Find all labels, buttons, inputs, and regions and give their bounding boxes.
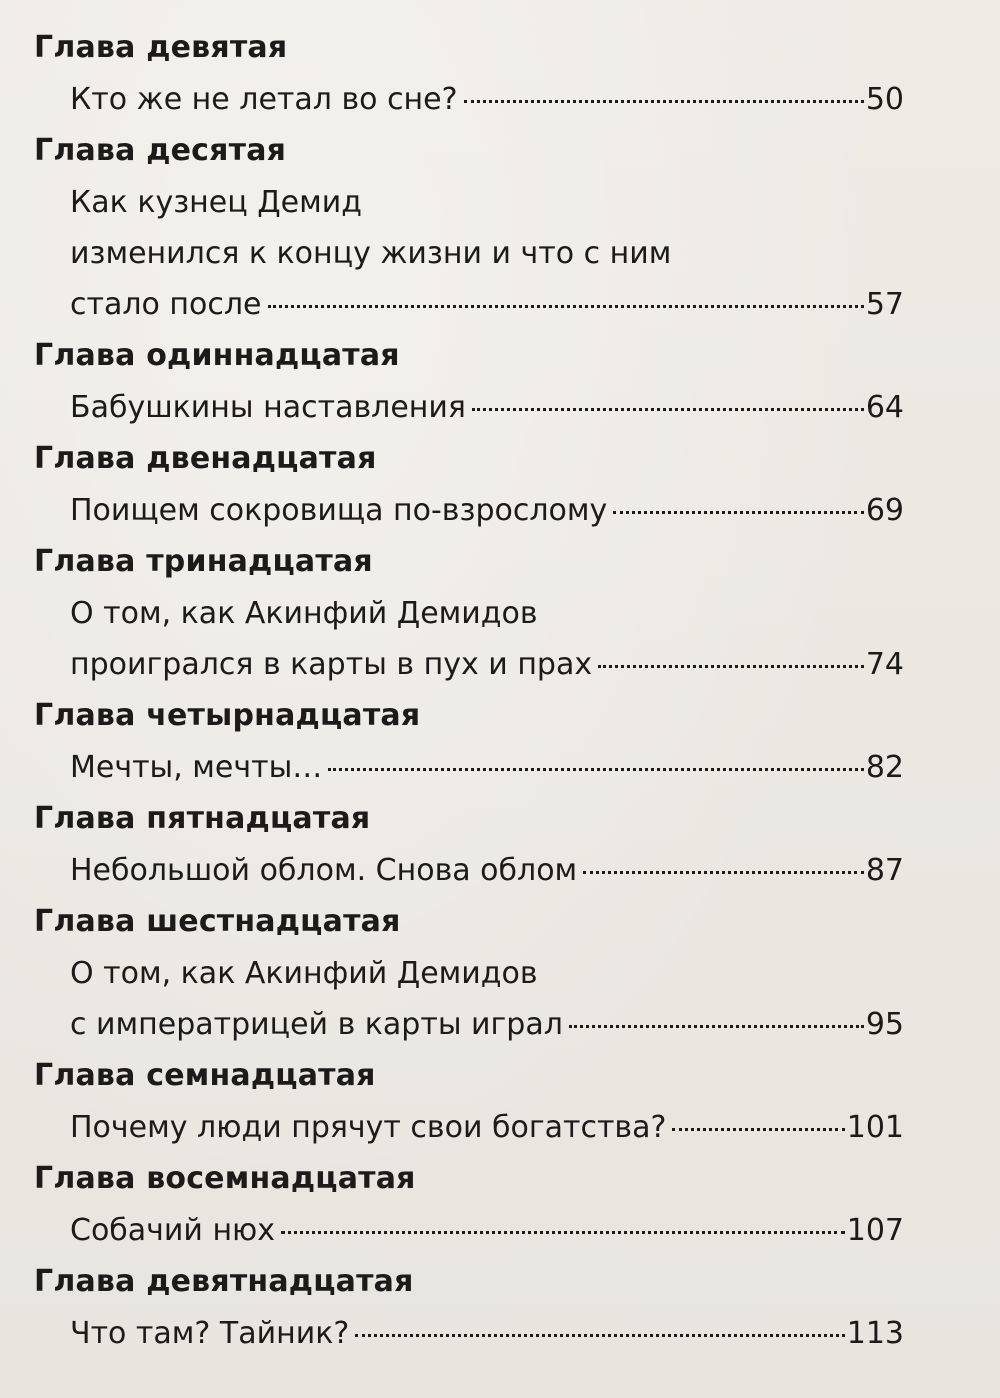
toc-chapter bbox=[34, 690, 904, 793]
entry-line bbox=[70, 742, 904, 793]
dot-leader bbox=[672, 1128, 844, 1131]
entry-title-text: Что там? Тайник? bbox=[70, 1316, 350, 1351]
dot-leader bbox=[583, 871, 864, 874]
dot-leader bbox=[569, 1025, 864, 1028]
toc-entry bbox=[34, 948, 904, 1050]
chapter-title: Глава восемнадцатая bbox=[34, 1161, 416, 1196]
page-number: 57 bbox=[865, 287, 904, 322]
chapter-title: Глава девятая bbox=[34, 30, 288, 65]
entry-line bbox=[70, 279, 904, 330]
page-number: 82 bbox=[865, 750, 904, 785]
toc-entry bbox=[34, 845, 904, 896]
toc-entry bbox=[34, 588, 904, 690]
entry-line bbox=[70, 485, 904, 536]
entry-title-text: О том, как Акинфий Демидов bbox=[70, 956, 538, 991]
page-number: 74 bbox=[865, 647, 904, 682]
entry-title-text: стало после bbox=[70, 287, 262, 322]
dot-leader bbox=[355, 1334, 844, 1337]
entry-title-text: Мечты, мечты… bbox=[70, 750, 323, 785]
entry-line bbox=[70, 639, 904, 690]
toc-chapter bbox=[34, 793, 904, 896]
toc-entry bbox=[34, 1308, 904, 1359]
entry-title-text: Бабушкины наставления bbox=[70, 390, 466, 425]
entry-title-text: проигрался в карты в пух и прах bbox=[70, 647, 593, 682]
entry-line bbox=[70, 999, 904, 1050]
entry-line bbox=[70, 228, 904, 279]
entry-title-text: Кто же не летал во сне? bbox=[70, 82, 458, 117]
entry-line bbox=[70, 845, 904, 896]
chapter-title: Глава семнадцатая bbox=[34, 1058, 376, 1093]
toc-chapter bbox=[34, 22, 904, 125]
entry-title-text: Почему люди прячут свои богатства? bbox=[70, 1110, 667, 1145]
toc-chapter bbox=[34, 125, 904, 330]
toc-entry bbox=[34, 177, 904, 330]
toc-entry bbox=[34, 485, 904, 536]
page-number: 50 bbox=[865, 82, 904, 117]
entry-title-text: Собачий нюх bbox=[70, 1213, 276, 1248]
toc-chapter bbox=[34, 1256, 904, 1359]
page-number: 64 bbox=[865, 390, 904, 425]
page-number: 101 bbox=[846, 1110, 904, 1145]
chapter-title: Глава двенадцатая bbox=[34, 441, 377, 476]
entry-title-text: Небольшой облом. Снова облом bbox=[70, 853, 578, 888]
page-number: 69 bbox=[865, 493, 904, 528]
dot-leader bbox=[464, 100, 864, 103]
dot-leader bbox=[281, 1231, 845, 1234]
dot-leader bbox=[598, 665, 864, 668]
toc-chapter bbox=[34, 1153, 904, 1256]
entry-title-text: Как кузнец Демид bbox=[70, 185, 362, 220]
dot-leader bbox=[268, 305, 864, 308]
toc-entry bbox=[34, 1102, 904, 1153]
page-number: 87 bbox=[865, 853, 904, 888]
toc-entry bbox=[34, 742, 904, 793]
chapter-title: Глава четырнадцатая bbox=[34, 698, 421, 733]
chapter-title: Глава девятнадцатая bbox=[34, 1264, 414, 1299]
chapter-title: Глава пятнадцатая bbox=[34, 801, 371, 836]
entry-line bbox=[70, 1102, 904, 1153]
toc-entry bbox=[34, 1205, 904, 1256]
toc-chapter bbox=[34, 536, 904, 690]
toc-chapter bbox=[34, 330, 904, 433]
entry-line bbox=[70, 1205, 904, 1256]
dot-leader bbox=[472, 408, 864, 411]
chapter-title: Глава тринадцатая bbox=[34, 544, 373, 579]
dot-leader bbox=[613, 511, 864, 514]
table-of-contents bbox=[34, 22, 904, 1359]
entry-line bbox=[70, 74, 904, 125]
page-number: 95 bbox=[865, 1007, 904, 1042]
chapter-title: Глава шестнадцатая bbox=[34, 904, 401, 939]
entry-line bbox=[70, 1308, 904, 1359]
entry-line bbox=[70, 177, 904, 228]
chapter-title: Глава одиннадцатая bbox=[34, 338, 400, 373]
entry-title-text: с императрицей в карты играл bbox=[70, 1007, 563, 1042]
chapter-title: Глава десятая bbox=[34, 133, 287, 168]
entry-title-text: изменился к концу жизни и что с ним bbox=[70, 236, 672, 271]
toc-entry bbox=[34, 382, 904, 433]
toc-entry bbox=[34, 74, 904, 125]
entry-title-text: Поищем сокровища по-взрослому bbox=[70, 493, 608, 528]
page-number: 107 bbox=[846, 1213, 904, 1248]
entry-line bbox=[70, 588, 904, 639]
entry-line bbox=[70, 382, 904, 433]
page-number: 113 bbox=[846, 1316, 904, 1351]
dot-leader bbox=[328, 768, 864, 771]
toc-chapter bbox=[34, 1050, 904, 1153]
entry-title-text: О том, как Акинфий Демидов bbox=[70, 596, 538, 631]
toc-chapter bbox=[34, 896, 904, 1050]
toc-chapter bbox=[34, 433, 904, 536]
entry-line bbox=[70, 948, 904, 999]
